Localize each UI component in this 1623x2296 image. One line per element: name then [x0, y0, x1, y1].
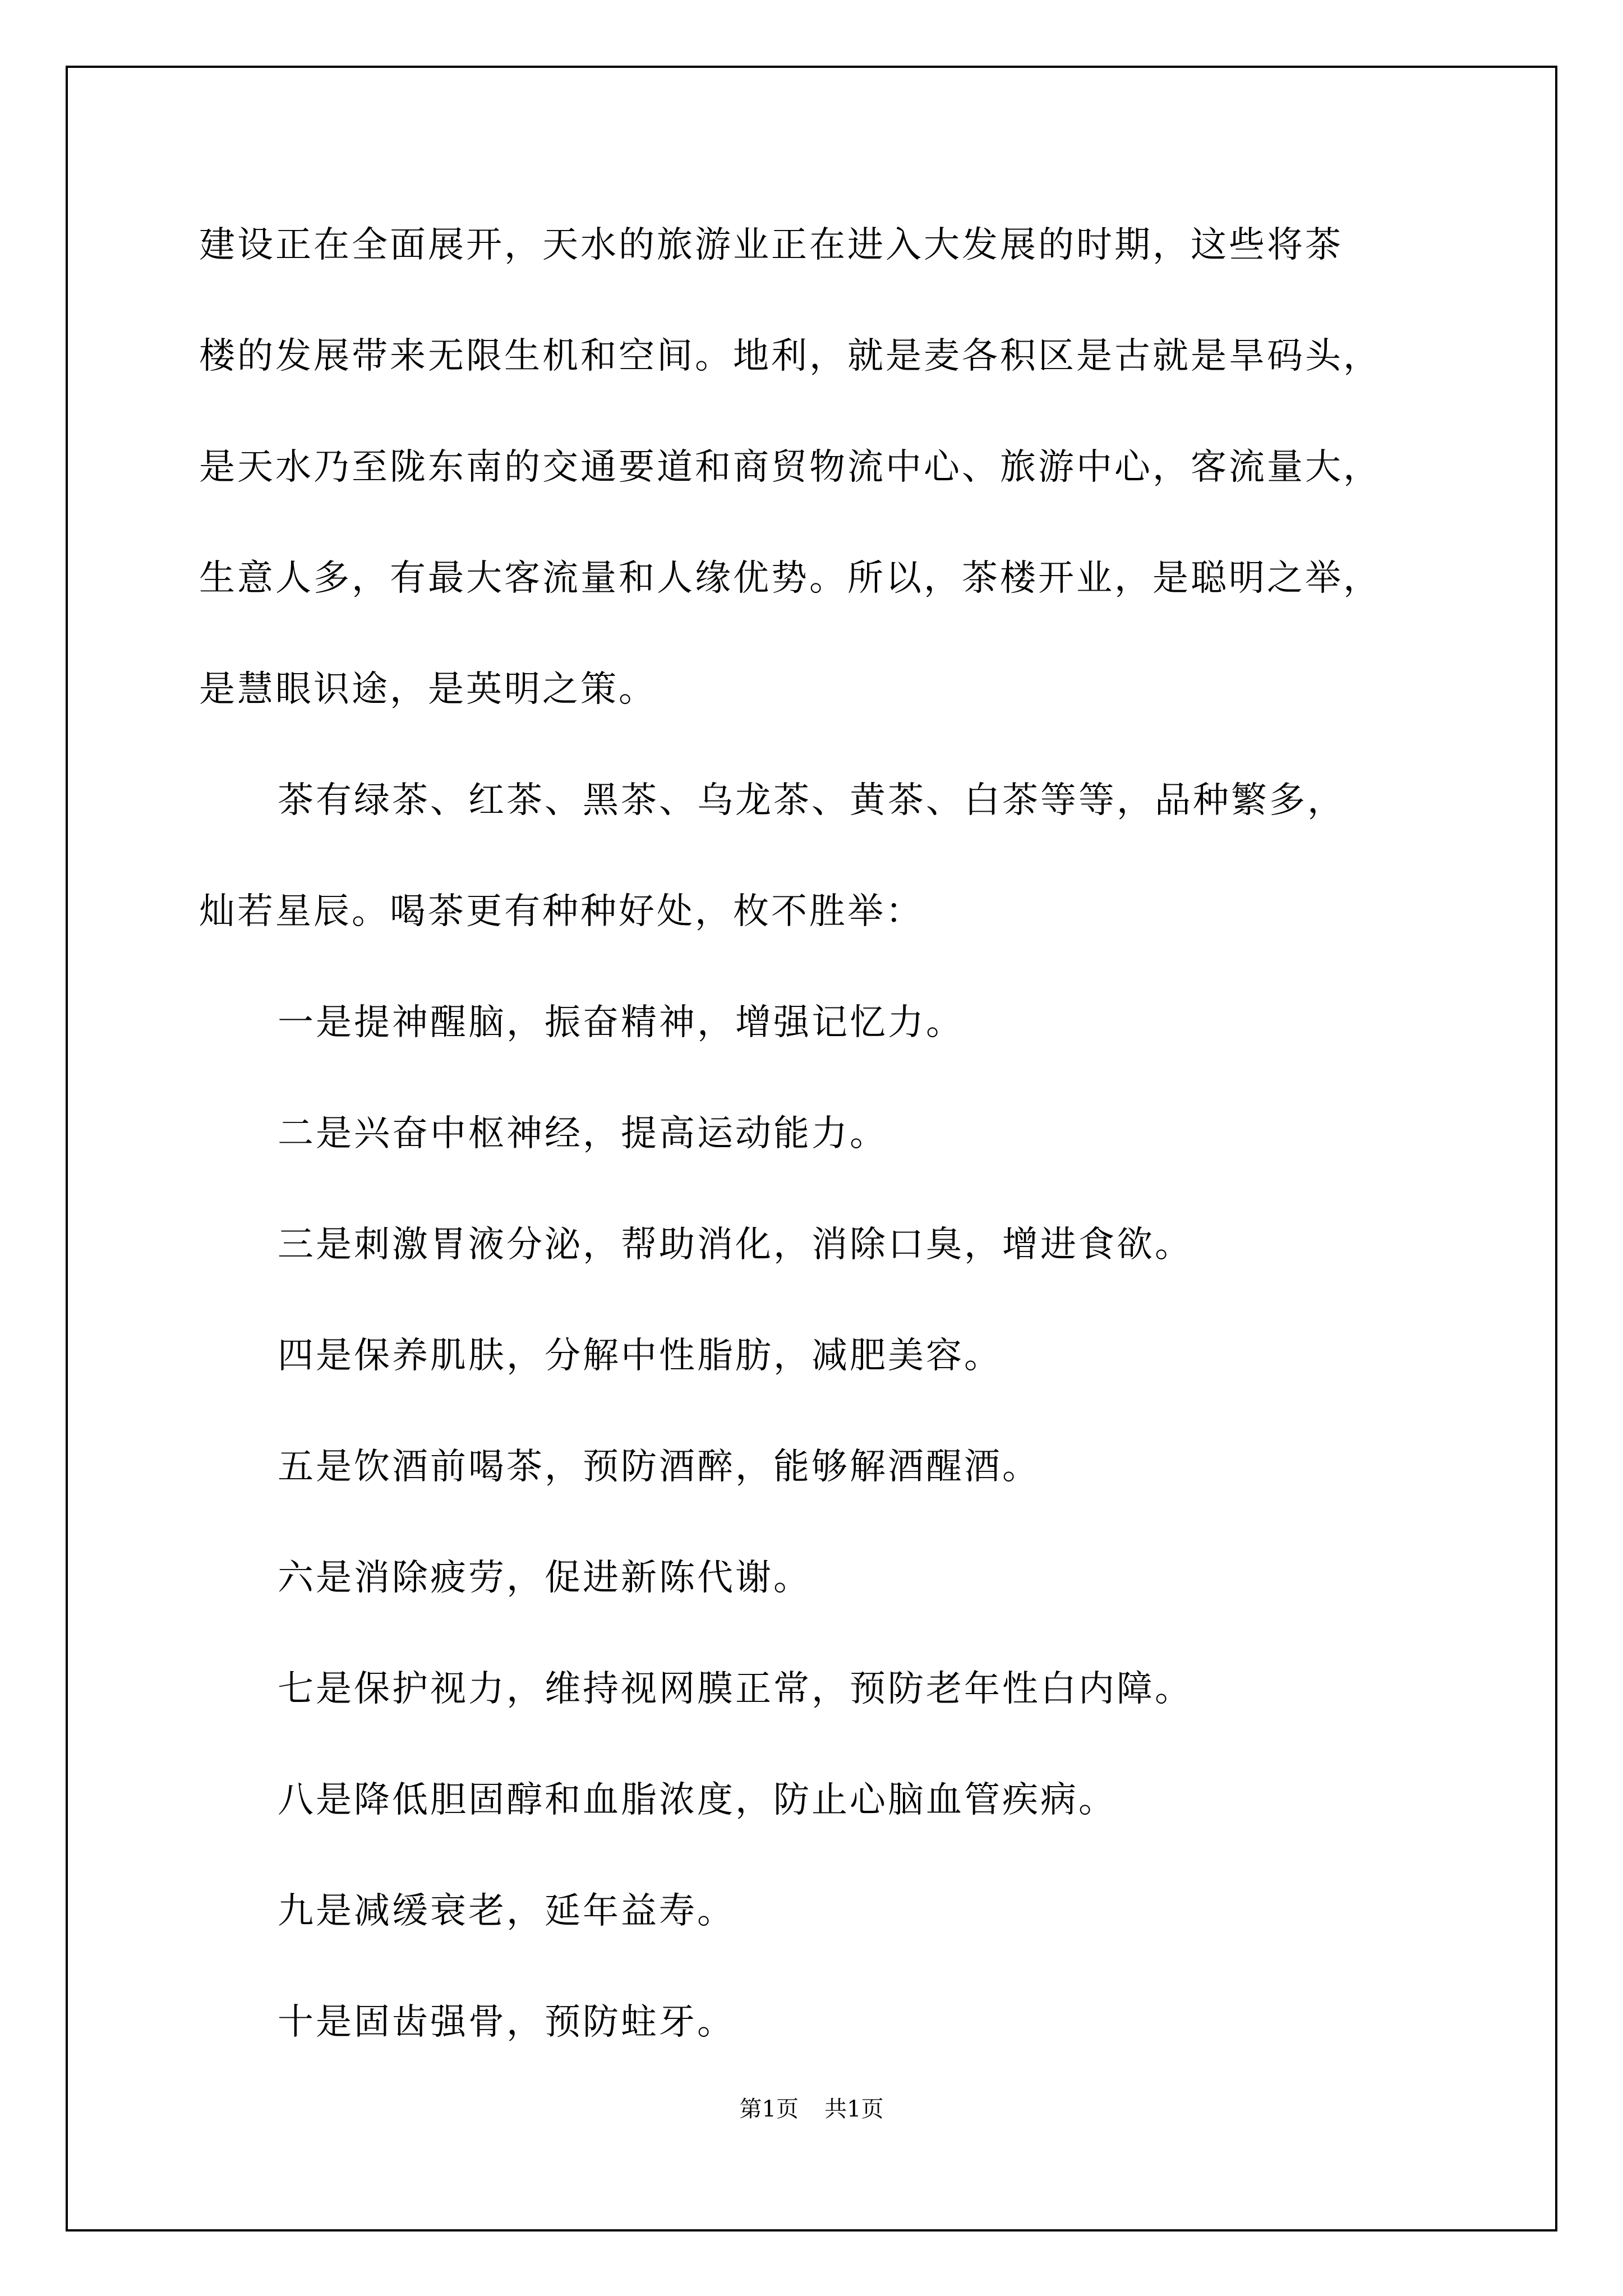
benefit-item: 七是保护视力，维持视网膜正常，预防老年性白内障。 — [278, 1668, 1193, 1710]
paragraph-line: 生意人多，有最大客流量和人缘优势。所以，茶楼开业，是聪明之举， — [199, 558, 1381, 599]
paragraph-line: 建设正在全面展开，天水的旅游业正在进入大发展的时期，这些将茶 — [199, 224, 1343, 266]
benefit-item: 五是饮酒前喝茶，预防酒醉，能够解酒醒酒。 — [278, 1446, 1040, 1488]
page-number-total: 共1页 — [824, 2096, 884, 2122]
document-body — [199, 210, 1455, 2099]
paragraph-line: 是天水乃至陇东南的交通要道和商贸物流中心、旅游中心，客流量大， — [199, 447, 1381, 488]
benefit-item: 三是刺激胃液分泌，帮助消化，消除口臭，增进食欲。 — [278, 1224, 1193, 1266]
paragraph-line: 楼的发展带来无限生机和空间。地利，就是麦各积区是古就是旱码头， — [199, 335, 1381, 377]
benefit-item: 六是消除疲劳，促进新陈代谢。 — [278, 1557, 811, 1599]
paragraph-line: 是慧眼识途，是英明之策。 — [199, 669, 657, 710]
page-footer — [0, 2093, 1623, 2125]
benefit-item: 四是保养肌肤，分解中性脂肪，减肥美容。 — [278, 1335, 1002, 1377]
paragraph-line: 茶有绿茶、红茶、黑茶、乌龙茶、黄茶、白茶等等，品种繁多， — [278, 780, 1345, 821]
benefit-item: 二是兴奋中枢神经，提高运动能力。 — [278, 1113, 888, 1154]
benefit-item: 一是提神醒脑，振奋精神，增强记忆力。 — [278, 1002, 964, 1043]
paragraph-line: 灿若星辰。喝茶更有种种好处，枚不胜举： — [199, 891, 924, 932]
page-number-current: 第1页 — [739, 2096, 799, 2122]
benefit-item: 八是降低胆固醇和血脂浓度，防止心脑血管疾病。 — [278, 1779, 1117, 1821]
benefit-item: 九是减缓衰老，延年益寿。 — [278, 1890, 735, 1932]
benefit-item: 十是固齿强骨，预防蛀牙。 — [278, 2001, 735, 2043]
